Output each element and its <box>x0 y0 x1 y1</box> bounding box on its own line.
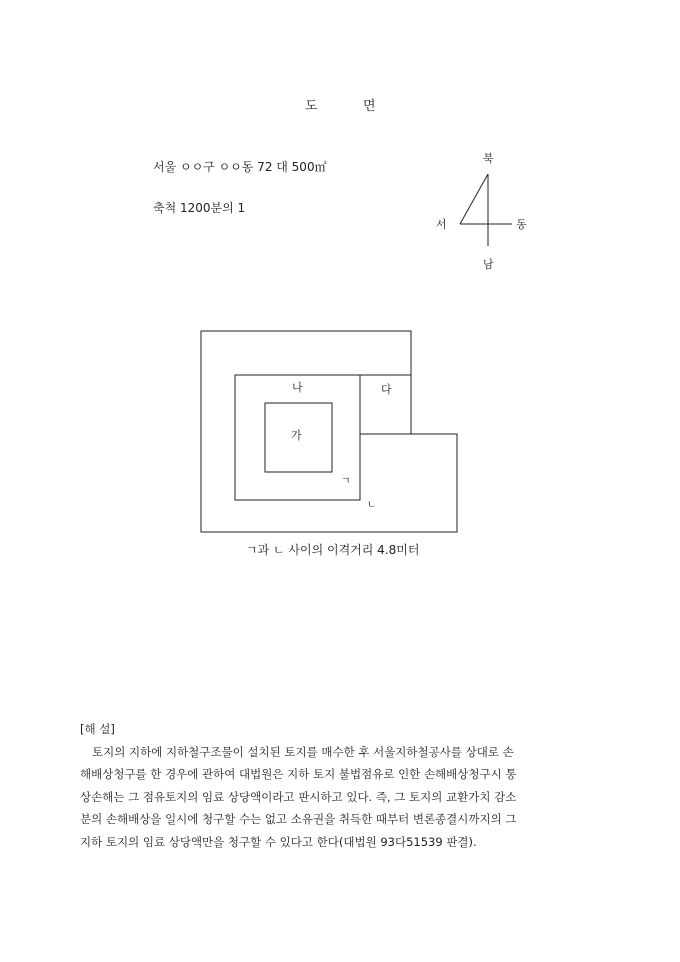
plan-caption: ㄱ과 ㄴ 사이의 이격거리 4.8미터 <box>246 543 420 557</box>
address-line: 서울 ㅇㅇ구 ㅇㅇ동 72 대 500㎡ <box>153 160 327 174</box>
scale-line: 축척 1200분의 1 <box>153 201 246 215</box>
parcel-label-da: 다 <box>381 383 392 396</box>
compass-north-label: 북 <box>483 152 494 165</box>
compass-diagonal-line <box>460 174 488 224</box>
compass-south-label: 남 <box>483 258 494 271</box>
explanation-heading: [해 설] <box>80 722 115 736</box>
outer-lot-outline <box>201 331 457 532</box>
explanation-line: 분의 손해배상을 일시에 청구할 수는 없고 소유권을 취득한 때부터 변론종결시까지의 그 <box>80 812 517 826</box>
point-label-nieun: ㄴ <box>367 500 377 511</box>
parcel-label-na: 나 <box>292 381 303 394</box>
point-label-giyeok: ㄱ <box>341 476 351 487</box>
explanation-line: 해배상청구를 한 경우에 관하여 대법원은 지하 토지 불법점유로 인한 손해배상청구시 통 <box>80 767 517 781</box>
explanation-line: 상손해는 그 점유토지의 임료 상당액이라고 판시하고 있다. 즉, 그 토지의 교환가치 감소 <box>80 789 517 804</box>
explanation-section <box>80 718 600 853</box>
site-plan-diagram <box>195 325 465 540</box>
compass-east-label: 동 <box>516 218 527 231</box>
title-char-2: 면 <box>363 99 377 114</box>
title-char-1: 도 <box>305 99 319 114</box>
compass-west-label: 서 <box>436 218 447 231</box>
explanation-line: 토지의 지하에 지하철구조물이 설치된 토지를 매수한 후 서울지하철공사를 상대로 손 <box>92 744 514 759</box>
parcel-label-ga: 가 <box>291 429 302 442</box>
compass-icon <box>420 148 540 273</box>
explanation-line: 지하 토지의 임료 상당액만을 청구할 수 있다고 한다(대법원 93다51539 판결). <box>80 834 477 849</box>
